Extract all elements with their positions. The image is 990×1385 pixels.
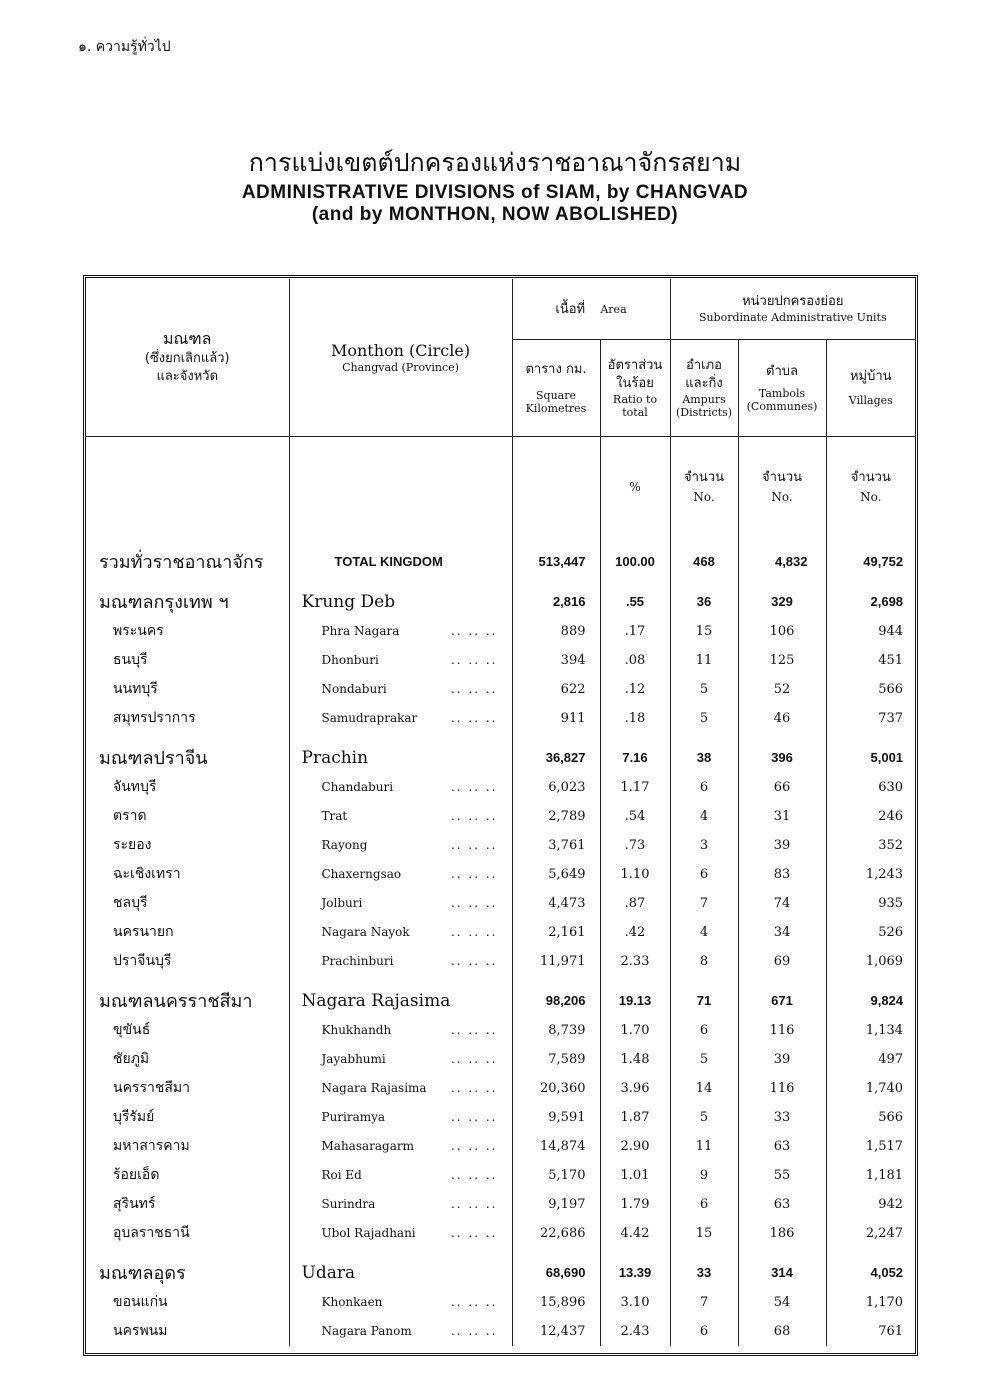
leader-dots: .. .. ..: [450, 1023, 498, 1037]
monthon-thai-name: มณฑลนครราชสีมา: [99, 991, 253, 1012]
province-tambols: 39: [738, 831, 826, 860]
province-ratio: .42: [600, 918, 670, 947]
province-english-name: [289, 773, 512, 802]
province-english-name: [289, 1288, 512, 1317]
province-tambols: 63: [738, 1190, 826, 1219]
monthon-ratio: 19.13: [600, 986, 670, 1016]
monthon-villages: 4,052: [826, 1258, 915, 1288]
header-subordinate-units: หน่วยปกครองย่อย Subordinate Administrative Units: [670, 279, 915, 339]
province-ampurs: 6: [670, 1317, 738, 1346]
province-area: 911: [512, 704, 600, 733]
province-villages: 737: [826, 704, 915, 733]
province-english-label: Samudraprakar: [321, 711, 418, 725]
monthon-english-name: Krung Deb: [289, 587, 512, 617]
header-area: เนื้อที่ Area: [512, 279, 670, 339]
province-english-name: [289, 1103, 512, 1132]
province-ratio: .18: [600, 704, 670, 733]
province-english-label: Puriramya: [321, 1110, 386, 1124]
province-thai-name: อุบลราชธานี: [113, 1225, 190, 1241]
title-thai: การแบ่งเขตต์ปกครองแห่งราชอาณาจักรสยาม: [248, 148, 742, 177]
province-thai-name: ปราจีนบุรี: [113, 953, 172, 969]
leader-dots: .. .. ..: [450, 1052, 498, 1066]
province-tambols: 54: [738, 1288, 826, 1317]
header-monthon-thai: มณฑล (ซึ่งยกเลิกแล้ว) และจังหวัด: [86, 279, 289, 436]
province-ratio: 1.87: [600, 1103, 670, 1132]
province-english-name: [289, 1190, 512, 1219]
province-english-name: [289, 1317, 512, 1346]
province-english-label: Nondaburi: [321, 682, 387, 696]
province-thai-name: ชัยภูมิ: [113, 1051, 150, 1067]
monthon-row: [86, 587, 915, 617]
province-area: 6,023: [512, 773, 600, 802]
province-english-label: Chaxerngsao: [321, 867, 402, 881]
province-area: 3,761: [512, 831, 600, 860]
monthon-area: 68,690: [512, 1258, 600, 1288]
province-row: [86, 1103, 915, 1132]
province-ampurs: 7: [670, 1288, 738, 1317]
province-tambols: 34: [738, 918, 826, 947]
province-thai-name: ตราด: [113, 808, 147, 824]
province-area: 5,170: [512, 1161, 600, 1190]
province-english-label: Dhonburi: [321, 653, 379, 667]
province-tambols: 52: [738, 675, 826, 704]
province-ampurs: 6: [670, 860, 738, 889]
province-thai-name: สุรินทร์: [113, 1196, 156, 1212]
province-ampurs: 4: [670, 918, 738, 947]
monthon-thai-name: มณฑลปราจีน: [99, 748, 208, 769]
monthon-tambols: 329: [738, 587, 826, 617]
header-monthon-english: Monthon (Circle) Changvad (Province): [289, 279, 512, 436]
province-tambols: 39: [738, 1045, 826, 1074]
total-ratio: 100.00: [600, 537, 670, 587]
province-row: [86, 675, 915, 704]
monthon-area: 36,827: [512, 743, 600, 773]
province-row: [86, 617, 915, 646]
province-tambols: 66: [738, 773, 826, 802]
monthon-thai-name: มณฑลอุดร: [99, 1263, 186, 1284]
province-tambols: 116: [738, 1016, 826, 1045]
province-ratio: 1.10: [600, 860, 670, 889]
province-thai-name: ขอนแก่น: [113, 1294, 168, 1310]
province-tambols: 63: [738, 1132, 826, 1161]
province-thai-name: นครราชสีมา: [113, 1080, 190, 1096]
leader-dots: .. .. ..: [450, 838, 498, 852]
province-tambols: 74: [738, 889, 826, 918]
province-tambols: 106: [738, 617, 826, 646]
province-ratio: 2.33: [600, 947, 670, 976]
province-english-label: Trat: [321, 809, 348, 823]
province-english-name: [289, 617, 512, 646]
province-thai-name: ร้อยเอ็ด: [113, 1167, 160, 1183]
province-area: 889: [512, 617, 600, 646]
monthon-thai-name: มณฑลกรุงเทพ ฯ: [99, 592, 229, 613]
monthon-tambols: 671: [738, 986, 826, 1016]
monthon-ampurs: 38: [670, 743, 738, 773]
province-villages: 246: [826, 802, 915, 831]
province-ratio: 2.43: [600, 1317, 670, 1346]
province-row: [86, 802, 915, 831]
province-ampurs: 8: [670, 947, 738, 976]
province-villages: 352: [826, 831, 915, 860]
header-ratio: อัตราส่วน ในร้อย Ratio to total: [600, 339, 670, 436]
province-english-name: [289, 947, 512, 976]
province-tambols: 55: [738, 1161, 826, 1190]
province-area: 622: [512, 675, 600, 704]
leader-dots: .. .. ..: [450, 1295, 498, 1309]
province-ampurs: 3: [670, 831, 738, 860]
province-villages: 1,517: [826, 1132, 915, 1161]
province-area: 7,589: [512, 1045, 600, 1074]
province-tambols: 46: [738, 704, 826, 733]
province-thai-name: ธนบุรี: [113, 652, 148, 668]
leader-dots: .. .. ..: [450, 1197, 498, 1211]
monthon-row: [86, 1258, 915, 1288]
province-ratio: .54: [600, 802, 670, 831]
leader-dots: .. .. ..: [450, 954, 498, 968]
province-thai-name: ระยอง: [113, 837, 152, 853]
province-english-name: [289, 889, 512, 918]
province-ampurs: 7: [670, 889, 738, 918]
province-tambols: 116: [738, 1074, 826, 1103]
province-english-name: [289, 802, 512, 831]
province-ampurs: 5: [670, 1045, 738, 1074]
province-area: 8,739: [512, 1016, 600, 1045]
province-villages: 630: [826, 773, 915, 802]
province-english-name: [289, 1161, 512, 1190]
group-spacer: [86, 1248, 915, 1258]
unit-count-thai: จำนวน: [762, 469, 803, 485]
province-row: [86, 1016, 915, 1045]
province-row: [86, 860, 915, 889]
province-english-name: [289, 1074, 512, 1103]
province-english-label: Prachinburi: [321, 954, 394, 968]
header-square-km: ตาราง กม. Square Kilometres: [512, 339, 600, 436]
leader-dots: .. .. ..: [450, 780, 498, 794]
header-villages: หมู่บ้าน Villages: [826, 339, 915, 436]
leader-dots: .. .. ..: [450, 1226, 498, 1240]
province-ampurs: 14: [670, 1074, 738, 1103]
monthon-ampurs: 33: [670, 1258, 738, 1288]
province-ratio: .73: [600, 831, 670, 860]
monthon-tambols: 314: [738, 1258, 826, 1288]
province-ampurs: 5: [670, 1103, 738, 1132]
province-thai-name: บุรีรัมย์: [113, 1109, 155, 1125]
province-row: [86, 1132, 915, 1161]
province-english-label: Nagara Nayok: [321, 925, 410, 939]
province-english-label: Ubol Rajadhani: [321, 1226, 416, 1240]
province-thai-name: นนทบุรี: [113, 681, 158, 697]
monthon-villages: 2,698: [826, 587, 915, 617]
province-row: [86, 1190, 915, 1219]
divisions-table: [86, 279, 915, 1346]
province-ratio: .08: [600, 646, 670, 675]
province-villages: 497: [826, 1045, 915, 1074]
total-area: 513,447: [512, 537, 600, 587]
province-english-label: Surindra: [321, 1197, 376, 1211]
monthon-english-name: Udara: [289, 1258, 512, 1288]
province-villages: 566: [826, 675, 915, 704]
province-area: 394: [512, 646, 600, 675]
monthon-row: [86, 986, 915, 1016]
leader-dots: .. .. ..: [450, 1110, 498, 1124]
unit-count-thai: จำนวน: [850, 469, 891, 485]
province-tambols: 83: [738, 860, 826, 889]
province-english-label: Phra Nagara: [321, 624, 400, 638]
leader-dots: .. .. ..: [450, 1081, 498, 1095]
province-english-label: Nagara Rajasima: [321, 1081, 427, 1095]
table-header: [86, 279, 915, 436]
total-row: [86, 537, 915, 587]
leader-dots: .. .. ..: [450, 682, 498, 696]
total-english-label: TOTAL KINGDOM: [289, 537, 512, 587]
province-ratio: 1.48: [600, 1045, 670, 1074]
group-spacer: [86, 976, 915, 986]
leader-dots: .. .. ..: [450, 624, 498, 638]
province-thai-name: ฉะเชิงเทรา: [113, 866, 181, 882]
leader-dots: .. .. ..: [450, 896, 498, 910]
leader-dots: .. .. ..: [450, 925, 498, 939]
province-thai-name: นครพนม: [113, 1323, 168, 1339]
group-spacer: [86, 733, 915, 743]
province-english-name: [289, 918, 512, 947]
province-english-name: [289, 1016, 512, 1045]
province-thai-name: สมุทรปราการ: [113, 710, 196, 726]
province-villages: 566: [826, 1103, 915, 1132]
province-english-label: Khonkaen: [321, 1295, 383, 1309]
province-row: [86, 1219, 915, 1248]
province-english-label: Chandaburi: [321, 780, 394, 794]
province-villages: 942: [826, 1190, 915, 1219]
province-thai-name: มหาสารคาม: [113, 1138, 190, 1154]
province-english-label: Jayabhumi: [321, 1052, 386, 1066]
leader-dots: .. .. ..: [450, 711, 498, 725]
province-english-label: Roi Ed: [321, 1168, 362, 1182]
province-row: [86, 704, 915, 733]
province-villages: 1,243: [826, 860, 915, 889]
province-ratio: 3.10: [600, 1288, 670, 1317]
title-english-subtitle: (and by MONTHON, NOW ABOLISHED): [311, 204, 679, 225]
province-area: 9,591: [512, 1103, 600, 1132]
total-ampurs: 468: [670, 537, 738, 587]
province-row: [86, 1045, 915, 1074]
province-ratio: .17: [600, 617, 670, 646]
province-english-name: [289, 1219, 512, 1248]
province-row: [86, 1288, 915, 1317]
province-tambols: 69: [738, 947, 826, 976]
province-english-label: Mahasaragarm: [321, 1139, 414, 1153]
page-header: ๑. ความรู้ทั่วไป: [78, 39, 171, 55]
title-block: [0, 148, 990, 226]
province-villages: 1,170: [826, 1288, 915, 1317]
table-body: [86, 436, 915, 1346]
province-villages: 944: [826, 617, 915, 646]
province-tambols: 68: [738, 1317, 826, 1346]
province-thai-name: นครนายก: [113, 924, 174, 940]
province-english-name: [289, 675, 512, 704]
province-ampurs: 6: [670, 1190, 738, 1219]
province-area: 20,360: [512, 1074, 600, 1103]
province-area: 11,971: [512, 947, 600, 976]
province-ratio: 1.79: [600, 1190, 670, 1219]
leader-dots: .. .. ..: [450, 867, 498, 881]
leader-dots: .. .. ..: [450, 1168, 498, 1182]
province-ratio: .12: [600, 675, 670, 704]
monthon-area: 98,206: [512, 986, 600, 1016]
province-english-name: [289, 646, 512, 675]
province-area: 14,874: [512, 1132, 600, 1161]
province-english-label: Nagara Panom: [321, 1324, 412, 1338]
province-villages: 761: [826, 1317, 915, 1346]
province-tambols: 186: [738, 1219, 826, 1248]
province-ampurs: 9: [670, 1161, 738, 1190]
title-english: ADMINISTRATIVE DIVISIONS of SIAM, by CHANGVAD: [241, 182, 749, 203]
province-area: 22,686: [512, 1219, 600, 1248]
units-row: [86, 436, 915, 537]
province-ampurs: 4: [670, 802, 738, 831]
province-tambols: 33: [738, 1103, 826, 1132]
unit-count-thai: จำนวน: [684, 469, 725, 485]
province-ratio: 2.90: [600, 1132, 670, 1161]
monthon-villages: 9,824: [826, 986, 915, 1016]
province-thai-name: พระนคร: [113, 623, 164, 639]
province-tambols: 125: [738, 646, 826, 675]
unit-count-en: No.: [771, 489, 793, 504]
province-ampurs: 5: [670, 704, 738, 733]
province-row: [86, 773, 915, 802]
monthon-ratio: .55: [600, 587, 670, 617]
monthon-row: [86, 743, 915, 773]
province-ratio: .87: [600, 889, 670, 918]
unit-percent: %: [629, 479, 641, 494]
province-ampurs: 6: [670, 773, 738, 802]
province-english-name: [289, 831, 512, 860]
unit-count-en: No.: [693, 489, 715, 504]
province-english-name: [289, 704, 512, 733]
province-thai-name: จันทบุรี: [113, 779, 157, 795]
province-ratio: 4.42: [600, 1219, 670, 1248]
monthon-villages: 5,001: [826, 743, 915, 773]
monthon-ampurs: 36: [670, 587, 738, 617]
total-thai-label: รวมทั่วราชอาณาจักร: [99, 552, 264, 573]
province-area: 4,473: [512, 889, 600, 918]
leader-dots: .. .. ..: [450, 653, 498, 667]
province-english-label: Jolburi: [321, 896, 363, 910]
province-english-name: [289, 1045, 512, 1074]
monthon-area: 2,816: [512, 587, 600, 617]
province-english-label: Khukhandh: [321, 1023, 392, 1037]
province-ampurs: 6: [670, 1016, 738, 1045]
province-villages: 451: [826, 646, 915, 675]
province-ratio: 1.70: [600, 1016, 670, 1045]
province-row: [86, 1161, 915, 1190]
province-english-name: [289, 1132, 512, 1161]
province-area: 15,896: [512, 1288, 600, 1317]
province-villages: 1,134: [826, 1016, 915, 1045]
monthon-english-name: Prachin: [289, 743, 512, 773]
province-area: 2,789: [512, 802, 600, 831]
province-area: 5,649: [512, 860, 600, 889]
header-tambols: ตำบล Tambols (Communes): [738, 339, 826, 436]
province-ratio: 1.01: [600, 1161, 670, 1190]
monthon-ratio: 13.39: [600, 1258, 670, 1288]
leader-dots: .. .. ..: [450, 1139, 498, 1153]
province-tambols: 31: [738, 802, 826, 831]
province-row: [86, 831, 915, 860]
monthon-ratio: 7.16: [600, 743, 670, 773]
province-villages: 1,069: [826, 947, 915, 976]
province-row: [86, 1317, 915, 1346]
total-tambols: 4,832: [738, 537, 826, 587]
province-ampurs: 15: [670, 617, 738, 646]
province-row: [86, 918, 915, 947]
province-ampurs: 11: [670, 1132, 738, 1161]
header-ampurs: อำเภอ และกิ่ง Ampurs (Districts): [670, 339, 738, 436]
monthon-ampurs: 71: [670, 986, 738, 1016]
monthon-english-name: Nagara Rajasima: [289, 986, 512, 1016]
leader-dots: .. .. ..: [450, 809, 498, 823]
province-area: 2,161: [512, 918, 600, 947]
leader-dots: .. .. ..: [450, 1324, 498, 1338]
province-row: [86, 646, 915, 675]
province-row: [86, 1074, 915, 1103]
province-english-label: Rayong: [321, 838, 368, 852]
province-villages: 2,247: [826, 1219, 915, 1248]
monthon-tambols: 396: [738, 743, 826, 773]
province-villages: 1,181: [826, 1161, 915, 1190]
province-row: [86, 889, 915, 918]
province-row: [86, 947, 915, 976]
province-thai-name: ชลบุรี: [113, 895, 148, 911]
province-thai-name: ขุขันธ์: [113, 1022, 151, 1038]
province-ampurs: 5: [670, 675, 738, 704]
province-area: 12,437: [512, 1317, 600, 1346]
province-villages: 526: [826, 918, 915, 947]
province-area: 9,197: [512, 1190, 600, 1219]
province-ratio: 1.17: [600, 773, 670, 802]
province-ampurs: 11: [670, 646, 738, 675]
total-villages: 49,752: [826, 537, 915, 587]
province-villages: 1,740: [826, 1074, 915, 1103]
province-english-name: [289, 860, 512, 889]
unit-count-en: No.: [860, 489, 882, 504]
province-villages: 935: [826, 889, 915, 918]
province-ratio: 3.96: [600, 1074, 670, 1103]
province-ampurs: 15: [670, 1219, 738, 1248]
